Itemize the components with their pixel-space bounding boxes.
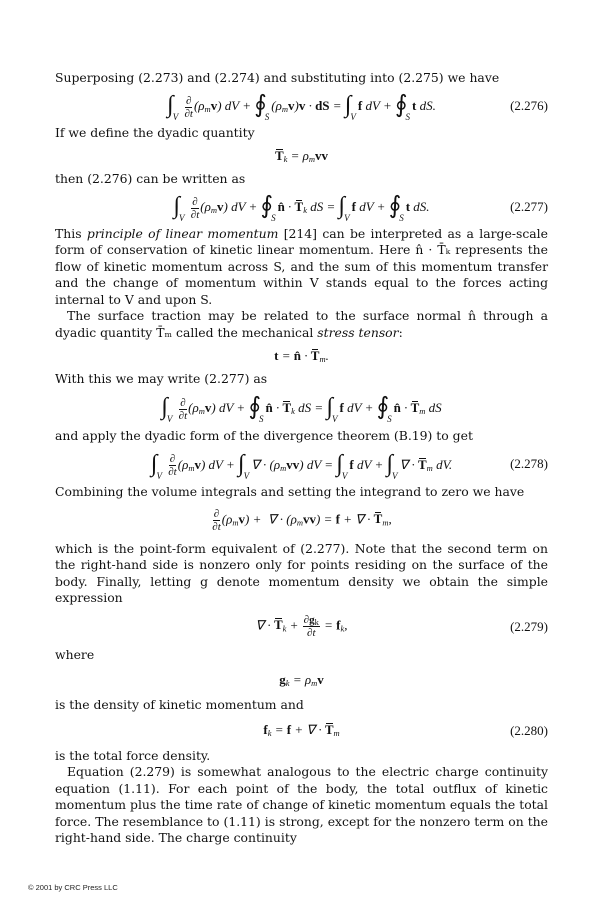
paragraph-12: is the total force density. bbox=[55, 747, 211, 763]
equation-2-276: $\int_V$ $\frac{\partial}{\partial t}$ $(\rho_mv)$ dV + $∮_S(\rho_mv)v$ · dS = $\int_Vf$ dV + $∮_St$ dS. (2.276) bbox=[167, 92, 548, 123]
equation-number: (2.278) bbox=[510, 455, 548, 471]
paragraph-2: If we define the dyadic quantity bbox=[55, 124, 255, 140]
equation-dyadic-tk: $T_k = \rho_mvv$ bbox=[274, 147, 329, 164]
paragraph-1: Superposing (2.273) and (2.274) and substituting into (2.275) we have bbox=[55, 70, 500, 85]
equation-momentum-density: $g_k = \rho_mv$ bbox=[279, 671, 324, 688]
paragraph-4 bbox=[55, 226, 548, 309]
equation-point-form: $\frac{\partial}{\partial t}$ $(\rho_mv)$ + ∇ · $(\rho_mvv) = f$ + ∇ · $T_m$, bbox=[212, 508, 392, 533]
equation-2-278: $\int_V$ $\frac{\partial}{\partial t}$ $(\rho_mv)$ dV + $\int_V\nabla \cdot (\rho_mvv)$ dV = $\int_Vf$ dV + $\int_V\nabla \cdot T_m$ dV. (2.278) bbox=[150, 450, 548, 481]
paragraph-7: and apply the dyadic form of the divergence theorem (B.19) to get bbox=[55, 427, 473, 443]
paragraph-4-start: This bbox=[55, 225, 87, 241]
paragraph-4-end: [214] can be interpreted as a large-scale form of conservation of kinetic linear momentum. Here n̂ · T̄ₖ represents the flow of kinetic momentum across S, and the sum of this momentum transfer and the change of momentum within V stands equal to the forces acting internal to V and upon S. bbox=[55, 225, 548, 307]
copyright-footer: © 2001 by CRC Press LLC bbox=[28, 883, 118, 892]
paragraph-13: Equation (2.279) is somewhat analogous to the electric charge continuity equation (1.11). For each point of the body, the total outflux of kinetic momentum plus the time rate of change of kinetic momentum equals the total force. The resemblance to (1.11) is strong, except for the nonzero term on the right-hand side. The charge continuity bbox=[55, 764, 548, 845]
equation-number: (2.277) bbox=[510, 198, 548, 214]
paragraph-5-start: The surface traction may be related to the surface normal n̂ through a dyadic quantity T̄ₘ called the mechanical bbox=[55, 308, 548, 340]
paragraph-5 bbox=[55, 308, 548, 341]
paragraph-3: then (2.276) can be written as bbox=[55, 171, 246, 186]
paragraph-5-emphasis: stress tensor bbox=[317, 324, 399, 340]
equation-number: (2.276) bbox=[510, 97, 548, 113]
paragraph-4-emphasis: principle of linear momentum bbox=[86, 225, 279, 241]
equation-stress-tensor: t = n̂ · $T_m$. bbox=[274, 347, 329, 364]
equation-intermediate: $\int_V$ $\frac{\partial}{\partial t}$ $(\rho_mv)$ dV + $∮_Sn̂ \cdot T_k$ dS = $\int_Vf$ dV + $∮_Sn̂ \cdot T_m$ dS bbox=[161, 394, 442, 425]
paragraph-11: is the density of kinetic momentum and bbox=[55, 697, 304, 712]
paragraph-10: where bbox=[55, 646, 95, 662]
equation-number: (2.279) bbox=[510, 618, 548, 634]
paragraph-6: With this we may write (2.277) as bbox=[55, 371, 268, 386]
equation-2-279: ∇ · $T_k$ + $\frac{\partial g_k}{\partial t}$ = $f_k$, (2.279) bbox=[255, 614, 548, 639]
equation-2-280: $f_k = f$ + ∇ · $T_m$ (2.280) bbox=[263, 722, 548, 739]
equation-number: (2.280) bbox=[510, 722, 548, 738]
page-body bbox=[55, 70, 548, 847]
paragraph-5-end: : bbox=[398, 324, 403, 340]
equation-2-277: $\int_V$ $\frac{\partial}{\partial t}$ $(\rho_mv)$ dV + $∮_Sn̂ \cdot T_k$ dS = $\int_Vf$ dV + $∮_St$ dS. (2.277) bbox=[173, 193, 548, 224]
paragraph-8: Combining the volume integrals and setting the integrand to zero we have bbox=[55, 484, 525, 499]
paragraph-9: which is the point-form equivalent of (2.277). Note that the second term on the right-hand side is nonzero only for points residing on the surface of the body. Finally, letting g denote momentum density we obtain the simple expression bbox=[55, 540, 548, 605]
